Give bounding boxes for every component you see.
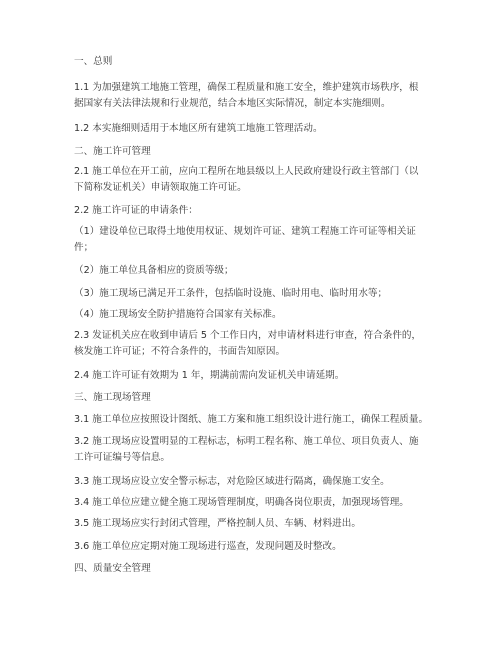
condition-3	[74, 286, 434, 302]
text-line: 下简称发证机关）申请领取施工许可证。	[74, 182, 247, 193]
text-line: 核发施工许可证；不符合条件的，书面告知原因。	[74, 346, 286, 357]
clause-2-2	[74, 203, 434, 219]
text-line: 3.2 施工现场应设置明显的工程标志，标明工程名称、施工单位、项目负责人、施	[74, 436, 419, 447]
text-line: （2）施工单位具备相应的资质等级；	[74, 265, 234, 276]
text-line: 3.4 施工单位应建立健全施工现场管理制度，明确各岗位职责，加强现场管理。	[74, 497, 409, 508]
clause-2-3	[74, 328, 434, 360]
text-line: 3.3 施工现场应设立安全警示标志，对危险区域进行隔离，确保施工安全。	[74, 476, 390, 487]
heading-quality-safety	[74, 561, 434, 577]
text-line: 2.2 施工许可证的申请条件：	[74, 205, 198, 216]
text-line: （1）建设单位已取得土地使用权证、规划许可证、建筑工程施工许可证等相关证	[74, 226, 416, 237]
text-line: 四、质量安全管理	[74, 563, 151, 574]
text-line: 件；	[74, 242, 94, 253]
clause-2-4	[74, 368, 434, 384]
text-line: 1.1 为加强建筑工地施工管理，确保工程质量和施工安全，维护建筑市场秩序，根	[74, 82, 419, 93]
clause-3-5	[74, 516, 434, 532]
clause-1-2	[74, 121, 434, 137]
text-line: 三、施工现场管理	[74, 392, 151, 403]
clause-3-6	[74, 539, 434, 555]
text-line: 工许可证编号等信息。	[74, 452, 170, 463]
text-line: 3.6 施工单位应定期对施工现场进行巡查，发现问题及时整改。	[74, 541, 342, 552]
text-line: （4）施工现场安全防护措施符合国家有关标准。	[74, 309, 282, 320]
clause-3-2	[74, 434, 434, 466]
condition-4	[74, 307, 434, 323]
heading-permit	[74, 144, 434, 160]
clause-2-1	[74, 164, 434, 196]
text-line: 二、施工许可管理	[74, 146, 151, 157]
text-line: 2.4 施工许可证有效期为 1 年，期满前需向发证机关申请延期。	[74, 370, 345, 381]
heading-general	[74, 54, 434, 70]
text-line: 3.5 施工现场应实行封闭式管理，严格控制人员、车辆、材料进出。	[74, 518, 361, 529]
text-line: 1.2 本实施细则适用于本地区所有建筑工地施工管理活动。	[74, 123, 323, 134]
clause-1-1	[74, 80, 434, 112]
text-line: 2.3 发证机关应在收到申请后 5 个工作日内，对申请材料进行审查，符合条件的，	[74, 330, 422, 341]
text-line: （3）施工现场已满足开工条件，包括临时设施、临时用电、临时用水等；	[74, 288, 388, 299]
clause-3-1	[74, 412, 434, 428]
condition-1	[74, 224, 434, 256]
text-line: 3.1 施工单位应按照设计图纸、施工方案和施工组织设计进行施工，确保工程质量。	[74, 414, 429, 425]
clause-3-3	[74, 474, 434, 490]
condition-2	[74, 263, 434, 279]
text-line: 据国家有关法律法规和行业规范，结合本地区实际情况，制定本实施细则。	[74, 98, 391, 109]
heading-site	[74, 390, 434, 406]
text-line: 一、总则	[74, 56, 113, 67]
clause-3-4	[74, 495, 434, 511]
text-line: 2.1 施工单位在开工前，应向工程所在地县级以上人民政府建设行政主管部门（以	[74, 166, 419, 177]
